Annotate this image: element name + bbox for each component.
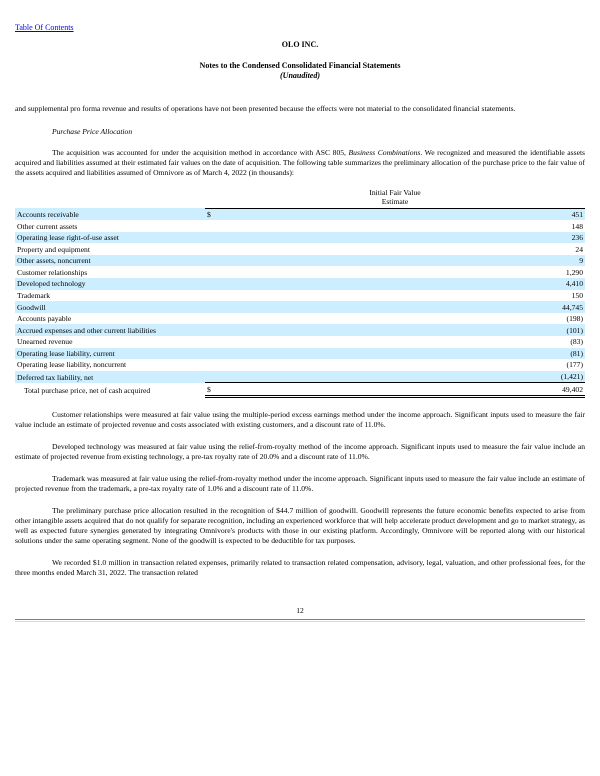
page-divider-rule [15, 619, 585, 622]
row-value: 24 [575, 244, 583, 254]
row-label: Unearned revenue [17, 337, 73, 347]
row-label: Accounts payable [17, 314, 72, 324]
paragraph-customer-relationships: Customer relationships were measured at fair value using the multiple-period excess earnings method under the income approach. Significant inputs used to measure the fair value include an estimate of projected revenue and costs associated with existing customers, and a discount rate of 11.0%. [15, 409, 585, 429]
table-of-contents-link[interactable]: Table Of Contents [15, 23, 74, 32]
document-title-block [15, 61, 585, 81]
row-dollar-sign [205, 255, 395, 267]
table-row [15, 208, 585, 220]
row-dollar-sign [205, 278, 395, 290]
row-label: Other assets, noncurrent [17, 256, 91, 266]
row-label: Customer relationships [17, 267, 88, 277]
table-row [15, 243, 585, 255]
row-label: Trademark [17, 291, 51, 301]
row-dollar-sign [205, 371, 395, 383]
row-dollar-sign [205, 313, 395, 325]
row-value: 49,402 [395, 383, 585, 397]
column-header-line2: Estimate [381, 197, 409, 207]
paragraph-trademark: Trademark was measured at fair value using the relief-from-royalty method under the income approach. Significant inputs used to measure the fair value include an estimate of projected revenue from the trademark, a pre-tax royalty rate of 1.0% and a discount rate of 11.0%. [15, 473, 585, 493]
row-label: Goodwill [17, 302, 46, 312]
row-value: 451 [571, 209, 583, 219]
row-value: (101) [566, 325, 583, 335]
row-value: 44,745 [562, 302, 583, 312]
company-name: OLO INC. [281, 40, 319, 49]
row-dollar-sign [205, 232, 395, 244]
row-value: 148 [571, 221, 583, 231]
row-value: 236 [571, 233, 583, 243]
row-dollar-sign [205, 243, 395, 255]
row-label: Developed technology [17, 279, 86, 289]
table-row [15, 290, 585, 302]
table-header-row [15, 187, 585, 208]
row-label: Accounts receivable [17, 209, 79, 219]
column-header-line1: Initial Fair Value [369, 188, 421, 198]
italic-term-business-combinations: Business Combinations [348, 148, 421, 157]
table-row [15, 313, 585, 325]
table-body [15, 208, 585, 396]
row-dollar-sign [205, 348, 395, 360]
row-label: Accrued expenses and other current liabilities [17, 325, 156, 335]
table-row [15, 255, 585, 267]
paragraph-acquisition [15, 148, 585, 178]
table-row [15, 220, 585, 232]
row-label: Other current assets [17, 221, 78, 231]
paragraph-developed-technology: Developed technology was measured at fair value using the relief-from-royalty method of the income approach. Significant inputs used to measure the fair value include an estimate of projected revenue from existing technology, a pre-tax royalty rate of 20.0% and a discount rate of 11.0%. [15, 441, 585, 461]
row-dollar-sign [205, 336, 395, 348]
table-row [15, 278, 585, 290]
paragraph-goodwill: The preliminary purchase price allocation resulted in the recognition of $44.7 million of goodwill. Goodwill represents the future economic benefits expected to arise from other intangible assets acquired that do not qualify for separate recognition, including an experienced workforce that will help accelerate product development and go to market strategy, as well as expected future synergies generated by integrating Omnivore's products with those in our existing platform. Accordingly, Omnivore will be reported along with our historical solutions under the same operating segment. None of the goodwill is expected to be deductible for tax purposes. [15, 505, 585, 545]
paragraph-acquisition-text-cont: . We recognized and measured the identifiable assets acquired and liabilities assumed at their estimated fair values on the date of acquisition. The following table summarizes the preliminary allocation of the purchase price to the fair value of the assets acquired and liabilities assumed of Omnivore as of March 4, 2022 (in thousands): [15, 148, 586, 177]
table-row [15, 371, 585, 383]
row-value: 9 [579, 256, 583, 266]
row-value: 4,410 [565, 279, 583, 289]
paragraph-acquisition-text: The acquisition was accounted for under the acquisition method in accordance with ASC 805, [52, 148, 349, 157]
column-header-initial-fair-value-estimate [205, 187, 585, 208]
row-dollar-sign [205, 301, 395, 313]
row-value: (198) [566, 314, 583, 324]
table-row [15, 266, 585, 278]
document-subtitle: (Unaudited) [280, 71, 320, 80]
row-dollar-sign [205, 220, 395, 232]
row-value: 1,290 [565, 267, 583, 277]
row-value: (1,421) [560, 372, 583, 382]
row-label: Total purchase price, net of cash acquired [24, 386, 151, 396]
row-dollar-sign [205, 266, 395, 278]
paragraph-intro: and supplemental pro forma revenue and results of operations have not been presented because the effects were not material to the consolidated financial statements. [15, 104, 516, 113]
table-row [15, 359, 585, 371]
row-dollar-sign: $ [205, 383, 395, 397]
row-value: (177) [566, 360, 583, 370]
row-label: Operating lease right-of-use asset [17, 233, 119, 243]
row-value: 150 [571, 291, 583, 301]
table-row [15, 336, 585, 348]
section-heading-purchase-price-allocation: Purchase Price Allocation [52, 127, 133, 136]
paragraph-transaction-expenses: We recorded $1.0 million in transaction related expenses, primarily related to transaction related compensation, advisory, legal, valuation, and other professional fees, for the three months ended March 31, 2022. The transaction related [15, 557, 585, 577]
row-value: (83) [570, 337, 583, 347]
table-row [15, 324, 585, 336]
row-label: Property and equipment [17, 244, 90, 254]
table-row [15, 348, 585, 360]
table-total-row [15, 383, 585, 397]
row-value: (81) [570, 348, 583, 358]
purchase-price-allocation-table [15, 187, 585, 398]
page-number: 12 [296, 606, 304, 615]
row-dollar-sign [205, 324, 395, 336]
row-label: Operating lease liability, noncurrent [17, 360, 127, 370]
row-label: Operating lease liability, current [17, 348, 115, 358]
document-title: Notes to the Condensed Consolidated Financial Statements [199, 61, 401, 70]
row-dollar-sign: $ [207, 209, 211, 219]
row-label: Deferred tax liability, net [17, 372, 94, 382]
row-dollar-sign [205, 359, 395, 371]
table-header-spacer [15, 187, 205, 208]
table-row [15, 301, 585, 313]
table-row [15, 232, 585, 244]
row-dollar-sign [205, 290, 395, 302]
